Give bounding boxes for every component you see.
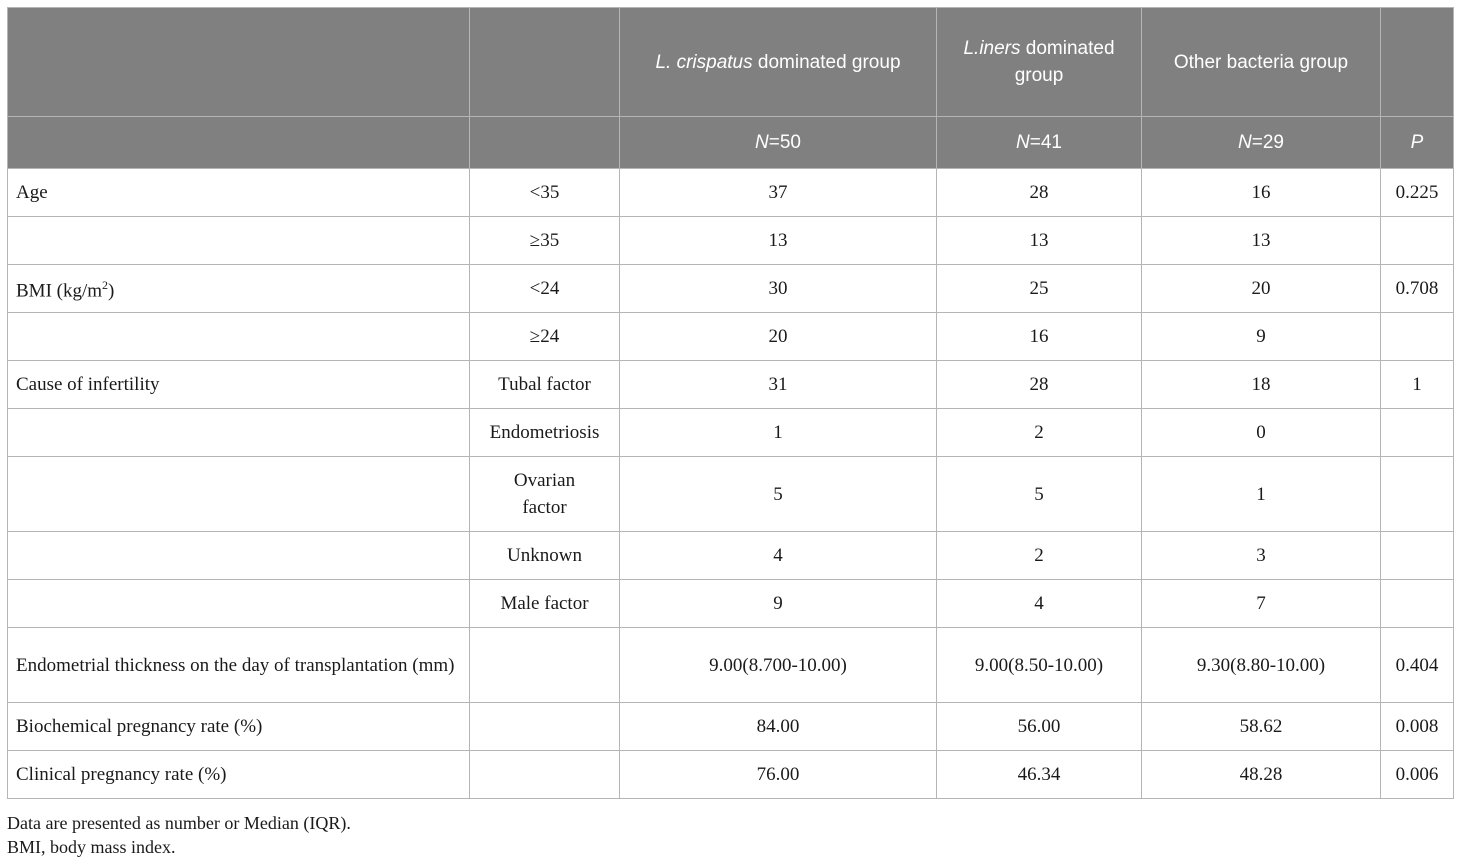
cell-other: 13 bbox=[1142, 217, 1381, 265]
row-subgroup: Male factor bbox=[470, 580, 620, 628]
cell-p bbox=[1381, 217, 1454, 265]
cell-p: 0.006 bbox=[1381, 751, 1454, 799]
cell-iners: 2 bbox=[937, 409, 1142, 457]
header-n-row bbox=[8, 117, 1454, 169]
n-value: =41 bbox=[1029, 132, 1062, 153]
row-subgroup bbox=[470, 703, 620, 751]
row-subgroup: ≥35 bbox=[470, 217, 620, 265]
table-row bbox=[8, 532, 1454, 580]
row-label bbox=[8, 409, 470, 457]
row-subgroup: Unknown bbox=[470, 532, 620, 580]
table-row bbox=[8, 361, 1454, 409]
row-subgroup: Ovarian factor bbox=[470, 457, 620, 532]
cell-other: 3 bbox=[1142, 532, 1381, 580]
row-label bbox=[8, 580, 470, 628]
bmi-label-sup: 2 bbox=[102, 278, 109, 293]
footnote-bmi: BMI, body mass index. bbox=[7, 837, 176, 857]
table-row bbox=[8, 169, 1454, 217]
row-subgroup bbox=[470, 751, 620, 799]
table-row bbox=[8, 628, 1454, 703]
cell-iners: 16 bbox=[937, 313, 1142, 361]
cell-iners: 5 bbox=[937, 457, 1142, 532]
header-crispatus bbox=[620, 8, 937, 117]
row-label: Clinical pregnancy rate (%) bbox=[8, 751, 470, 799]
header-iners-species: L.iners bbox=[963, 38, 1021, 59]
table-row bbox=[8, 751, 1454, 799]
cell-other: 18 bbox=[1142, 361, 1381, 409]
cell-p bbox=[1381, 409, 1454, 457]
cell-crispatus: 31 bbox=[620, 361, 937, 409]
row-label: Age bbox=[8, 169, 470, 217]
cell-crispatus: 30 bbox=[620, 265, 937, 313]
header-n-empty-2 bbox=[470, 117, 620, 169]
table-row bbox=[8, 217, 1454, 265]
header-p: P bbox=[1381, 117, 1454, 169]
n-letter: N bbox=[1238, 132, 1252, 153]
cell-crispatus: 76.00 bbox=[620, 751, 937, 799]
n-value: =50 bbox=[768, 132, 801, 153]
header-iners-rest: dominated group bbox=[1014, 38, 1115, 86]
row-subgroup: <24 bbox=[470, 265, 620, 313]
header-empty-1 bbox=[8, 8, 470, 117]
cell-p bbox=[1381, 580, 1454, 628]
n-value: =29 bbox=[1251, 132, 1284, 153]
cell-p bbox=[1381, 313, 1454, 361]
row-label bbox=[8, 532, 470, 580]
data-table bbox=[7, 7, 1454, 799]
header-empty-2 bbox=[470, 8, 620, 117]
cell-other: 9.30(8.80-10.00) bbox=[1142, 628, 1381, 703]
cell-p: 0.404 bbox=[1381, 628, 1454, 703]
row-label bbox=[8, 313, 470, 361]
cell-iners: 56.00 bbox=[937, 703, 1142, 751]
row-label: Cause of infertility bbox=[8, 361, 470, 409]
header-n-iners bbox=[937, 117, 1142, 169]
row-label: Biochemical pregnancy rate (%) bbox=[8, 703, 470, 751]
cell-iners: 13 bbox=[937, 217, 1142, 265]
cell-iners: 9.00(8.50-10.00) bbox=[937, 628, 1142, 703]
row-label bbox=[8, 457, 470, 532]
cell-crispatus: 84.00 bbox=[620, 703, 937, 751]
row-subgroup: Endometriosis bbox=[470, 409, 620, 457]
cell-crispatus: 4 bbox=[620, 532, 937, 580]
cell-other: 20 bbox=[1142, 265, 1381, 313]
cell-iners: 2 bbox=[937, 532, 1142, 580]
cell-iners: 25 bbox=[937, 265, 1142, 313]
cell-other: 9 bbox=[1142, 313, 1381, 361]
cell-p: 0.008 bbox=[1381, 703, 1454, 751]
cell-iners: 28 bbox=[937, 169, 1142, 217]
header-iners bbox=[937, 8, 1142, 117]
cell-crispatus: 1 bbox=[620, 409, 937, 457]
footnote-data: Data are presented as number or Median (IQR). bbox=[7, 813, 351, 833]
cell-other: 58.62 bbox=[1142, 703, 1381, 751]
row-subgroup: Tubal factor bbox=[470, 361, 620, 409]
header-other: Other bacteria group bbox=[1142, 8, 1381, 117]
header-empty-6 bbox=[1381, 8, 1454, 117]
bmi-label-end: ) bbox=[108, 280, 115, 302]
table-row bbox=[8, 457, 1454, 532]
n-letter: N bbox=[755, 132, 769, 153]
cell-other: 0 bbox=[1142, 409, 1381, 457]
cell-other: 1 bbox=[1142, 457, 1381, 532]
table-row bbox=[8, 265, 1454, 313]
row-label bbox=[8, 217, 470, 265]
cell-p: 0.225 bbox=[1381, 169, 1454, 217]
table-row bbox=[8, 703, 1454, 751]
bmi-label: BMI (kg/m bbox=[16, 280, 103, 302]
header-crispatus-rest: dominated group bbox=[752, 51, 901, 73]
row-subgroup: <35 bbox=[470, 169, 620, 217]
row-label bbox=[8, 265, 470, 313]
header-n-crispatus bbox=[620, 117, 937, 169]
cell-crispatus: 37 bbox=[620, 169, 937, 217]
header-n-empty-1 bbox=[8, 117, 470, 169]
cell-crispatus: 9.00(8.700-10.00) bbox=[620, 628, 937, 703]
cell-p: 1 bbox=[1381, 361, 1454, 409]
header-row bbox=[8, 8, 1454, 117]
table-row bbox=[8, 313, 1454, 361]
table-row bbox=[8, 580, 1454, 628]
cell-iners: 46.34 bbox=[937, 751, 1142, 799]
row-subgroup bbox=[470, 628, 620, 703]
header-n-other bbox=[1142, 117, 1381, 169]
n-letter: N bbox=[1016, 132, 1030, 153]
header-crispatus-species: L. crispatus bbox=[655, 51, 753, 73]
cell-iners: 28 bbox=[937, 361, 1142, 409]
cell-crispatus: 13 bbox=[620, 217, 937, 265]
cell-crispatus: 9 bbox=[620, 580, 937, 628]
cell-other: 48.28 bbox=[1142, 751, 1381, 799]
cell-iners: 4 bbox=[937, 580, 1142, 628]
table-row bbox=[8, 409, 1454, 457]
cell-p bbox=[1381, 532, 1454, 580]
cell-p bbox=[1381, 457, 1454, 532]
cell-crispatus: 5 bbox=[620, 457, 937, 532]
cell-crispatus: 20 bbox=[620, 313, 937, 361]
cell-other: 16 bbox=[1142, 169, 1381, 217]
row-subgroup: ≥24 bbox=[470, 313, 620, 361]
row-label: Endometrial thickness on the day of transplantation (mm) bbox=[8, 628, 470, 703]
cell-p: 0.708 bbox=[1381, 265, 1454, 313]
cell-other: 7 bbox=[1142, 580, 1381, 628]
